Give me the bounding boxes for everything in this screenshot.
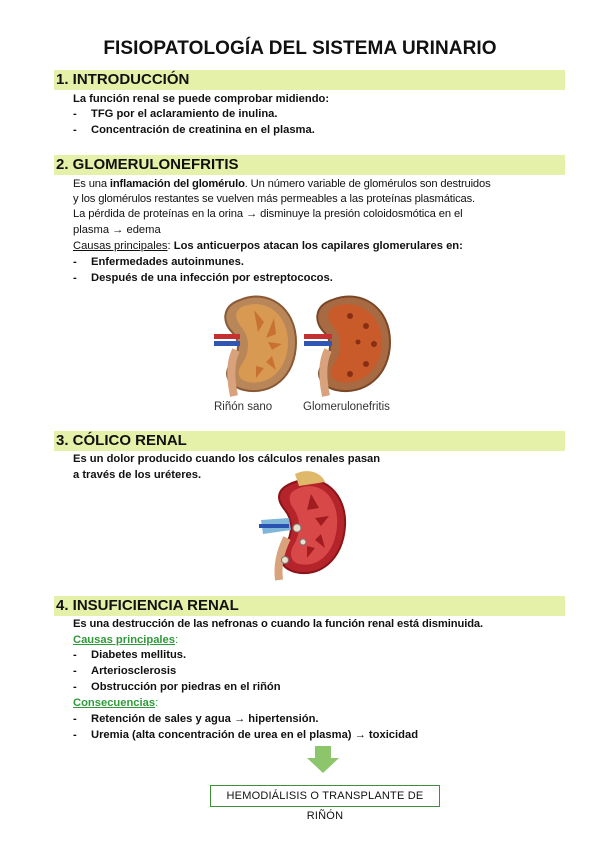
section-heading-introduccion: 1. INTRODUCCIÓN [54, 70, 565, 90]
paragraph-line: Es una inflamación del glomérulo. Un número variable de glomérulos son destruidos [73, 178, 491, 190]
paragraph-line: Es un dolor producido cuando los cálculos renales pasan [73, 453, 381, 465]
paragraph-line: La pérdida de proteínas en la orina → disminuye la presión coloidosmótica en el [73, 208, 463, 220]
treatment-box: HEMODIÁLISIS O TRANSPLANTE DE RIÑÓN [210, 785, 440, 807]
page-title: FISIOPATOLOGÍA DEL SISTEMA URINARIO [103, 38, 497, 59]
section-heading-glomerulonefritis: 2. GLOMERULONEFRITIS [54, 155, 565, 175]
causes-label: Causas principales: [73, 634, 179, 646]
paragraph-line: y los glomérulos restantes se vuelven más permeables a las proteínas plasmáticas. [73, 193, 475, 205]
paragraph-line: Es una destrucción de las nefronas o cuando la función renal está disminuida. [73, 618, 484, 630]
caption-glomerulonephritis: Glomerulonefritis [303, 401, 390, 413]
intro-text: La función renal se puede comprobar midiendo: [73, 93, 330, 105]
healthy-kidney-illustration [210, 292, 300, 397]
consequences-label: Consecuencias: [73, 697, 159, 709]
caption-healthy-kidney: Riñón sano [214, 401, 273, 413]
kidney-stones-illustration [255, 468, 350, 583]
arrow-down-icon [306, 746, 340, 774]
section-heading-colico-renal: 3. CÓLICO RENAL [54, 431, 565, 451]
section-heading-insuficiencia-renal: 4. INSUFICIENCIA RENAL [54, 596, 565, 616]
paragraph-line: a través de los uréteres. [73, 469, 202, 481]
glomerulonephritis-kidney-illustration [300, 292, 395, 397]
paragraph-line: plasma → edema [73, 224, 161, 236]
causes-line: Causas principales: Los anticuerpos atacan los capilares glomerulares en: [73, 240, 463, 252]
